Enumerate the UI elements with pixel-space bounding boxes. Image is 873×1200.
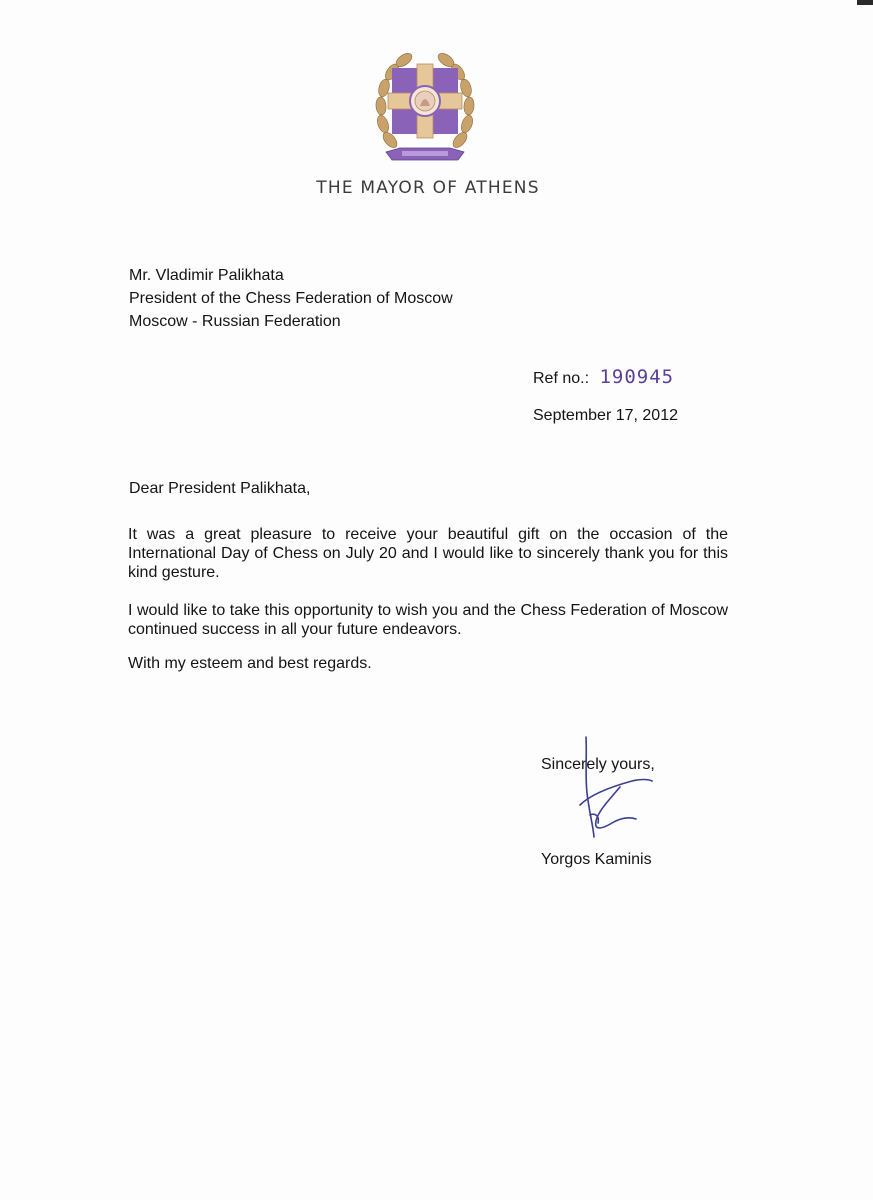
letterhead-title: THE MAYOR OF ATHENS [316, 178, 540, 198]
reference-label: Ref no.: [533, 370, 590, 387]
scan-corner-mark [857, 0, 873, 5]
recipient-address [129, 264, 453, 333]
regards-line: With my esteem and best regards. [128, 655, 372, 672]
signature-icon [560, 735, 670, 845]
closing-phrase: Sincerely yours, [541, 756, 655, 773]
body-paragraph-thanks: It was a great pleasure to receive your beautiful gift on the occasion of the International Day of Chess on July 20 and I would like to sincerely thank you for this kind gesture. [128, 526, 728, 581]
letter-date: September 17, 2012 [533, 407, 678, 424]
recipient-title: President of the Chess Federation of Moscow [129, 290, 453, 307]
athens-emblem-icon [372, 48, 478, 172]
reference-number: 190945 [599, 366, 675, 388]
recipient-location: Moscow - Russian Federation [129, 313, 341, 330]
salutation: Dear President Palikhata, [129, 480, 311, 497]
recipient-name: Mr. Vladimir Palikhata [129, 267, 284, 284]
body-paragraph-wishes: I would like to take this opportunity to wish you and the Chess Federation of Moscow continued success in all your future endeavors. [128, 602, 728, 638]
signer-name: Yorgos Kaminis [541, 851, 652, 868]
reference-line [533, 366, 674, 388]
